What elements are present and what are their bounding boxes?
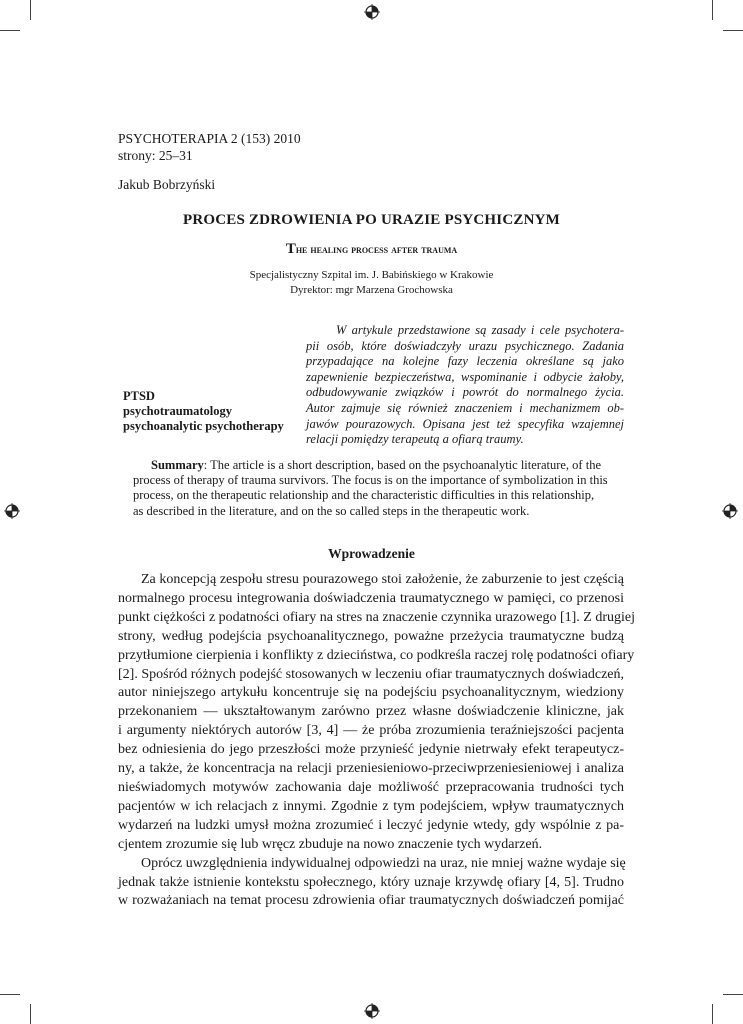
abstract-line: relacji pomiędzy terapeutą a ofiarą traumy.: [306, 432, 524, 447]
body-line: strony, według podejścia psychoanalitycznego, poważne przeżycia traumatyczne budzą: [118, 628, 624, 644]
abstract-line: pii osób, które doświadczyły urazu psychicznego. Zadania: [306, 338, 624, 353]
body-line: bez odniesienia do jego przeszłości może przynieść jedynie nietrwały efekt terapeutycz-: [118, 742, 624, 758]
body-line: normalnego procesu integrowania doświadczenia traumatycznego w pamięci, co przenosi: [118, 590, 624, 606]
abstract-line: przypadające na kolejne fazy leczenia określane są jako: [306, 354, 624, 369]
body-line: wydarzeń na ludzki umysł można zrozumieć i leczyć jedynie wtedy, gdy wspólnie z pa-: [118, 817, 624, 833]
body-line: pacjentów w ich relacjach z innymi. Zgodnie z tym podejściem, wpływ traumatycznych: [118, 798, 624, 814]
crop-mark-top-left-h: [0, 30, 20, 31]
crop-mark-bottom-right-v: [712, 1004, 713, 1024]
registration-mark-bottom-icon: [364, 1003, 380, 1019]
abstract-line: zapewnienie bezpieczeństwa, wspominanie i odbycie żałoby,: [306, 369, 624, 384]
affiliation-institution: Specjalistyczny Szpital im. J. Babińskiego w Krakowie: [249, 269, 494, 281]
crop-mark-top-right-v: [712, 0, 713, 20]
article-title: PROCES ZDROWIENIA PO URAZIE PSYCHICZNYM: [182, 212, 560, 228]
body-line: przekonaniem — ukształtowanym zarówno przez własne doświadczenie kliniczne, jak: [118, 704, 624, 720]
body-line: autor niniejszego artykułu koncentruje się na podejściu psychoanalitycznym, wiedziony: [118, 685, 624, 701]
section-heading: Wprowadzenie: [328, 546, 415, 561]
abstract: [306, 323, 624, 448]
body-line: Za koncepcją zespołu stresu pourazowego stoi założenie, że zaburzenie to jest częścią: [141, 572, 624, 587]
keyword: psychotraumatology: [123, 404, 233, 418]
abstract-line: W artykule przedstawione są zasady i cele psychotera-: [336, 323, 624, 337]
summary-line: [133, 458, 605, 473]
keyword: psychoanalytic psychotherapy: [123, 419, 284, 433]
article-subtitle: [0, 241, 743, 258]
crop-mark-bottom-left-h: [0, 994, 20, 995]
body-line: [2]. Spośród różnych podejść stosowanych w leczeniu ofiar traumatycznych doświadczeń,: [118, 666, 624, 682]
page-range: strony: 25–31: [118, 148, 193, 163]
body-line: jednak także istnienie kontekstu społecznego, który uznaje krzywdę ofiary [4, 5]. Trudno: [118, 874, 624, 890]
subtitle-initial: T: [285, 241, 296, 257]
keywords: [123, 389, 284, 434]
body-line: punkt ciężkości z podatności ofiary na stres na znaczenie czynnika urazowego [1]. Z drugiej: [118, 609, 636, 625]
crop-mark-bottom-left-v: [30, 1004, 31, 1024]
summary-line: process of therapy of trauma survivors. The focus is on the importance of symbolization in this: [133, 473, 608, 488]
body-text: [118, 571, 636, 911]
crop-mark-top-left-v: [30, 0, 31, 20]
crop-mark-bottom-right-h: [723, 994, 743, 995]
registration-mark-right-icon: [722, 503, 738, 519]
body-line: cjentem zrozumie się lub wręcz zbuduje na nowo znaczenie tych wydarzeń.: [118, 836, 543, 852]
english-summary: [133, 458, 608, 519]
abstract-line: Autor zajmuje się również znaczeniem i mechanizmem ob-: [306, 400, 624, 415]
journal-citation: PSYCHOTERAPIA 2 (153) 2010: [118, 131, 301, 146]
summary-line: as described in the literature, and on the so called steps in the therapeutic work.: [133, 503, 530, 518]
body-line: Oprócz uwzględnienia indywidualnej odpowiedzi na uraz, nie mniej ważne wydaje się: [141, 855, 626, 871]
abstract-line: odbudowywanie związków i powrót do normalnego życia.: [306, 385, 624, 400]
abstract-line: jawów pourazowych. Opisana jest też specyfika wzajemnej: [306, 416, 624, 431]
registration-mark-top-icon: [364, 4, 380, 20]
affiliation-director: Dyrektor: mgr Marzena Grochowska: [290, 284, 453, 296]
subtitle-rest: he healing process after trauma: [295, 242, 458, 256]
body-line: ny, a także, że koncentracja na relacji przeniesieniowo-przeciwprzeniesieniowej i analiza: [118, 761, 624, 777]
keyword: PTSD: [123, 389, 155, 403]
summary-first-text: : The article is a short description, based on the psychoanalytic literature, of the: [203, 458, 601, 472]
crop-mark-top-right-h: [723, 30, 743, 31]
author-name: Jakub Bobrzyński: [118, 177, 216, 192]
body-line: przytłumione cierpienia i konflikty z dzieciństwa, co podkreśla raczej rolę podatności ofiary: [118, 647, 635, 663]
summary-label: Summary: [151, 458, 204, 472]
body-line: i argumenty niektórych autorów [3, 4] — że próba zrozumienia teraźniejszości pacjenta: [118, 723, 624, 739]
summary-line: process, on the therapeutic relationship and the characteristic difficulties in this relationship,: [133, 488, 595, 503]
body-line: nieświadomych motywów zachowania daje możliwość przepracowania trudności tych: [118, 779, 624, 795]
body-line: w rozważaniach na temat procesu zdrowienia ofiar traumatycznych doświadczeń pomijać: [118, 893, 624, 909]
registration-mark-left-icon: [4, 503, 20, 519]
